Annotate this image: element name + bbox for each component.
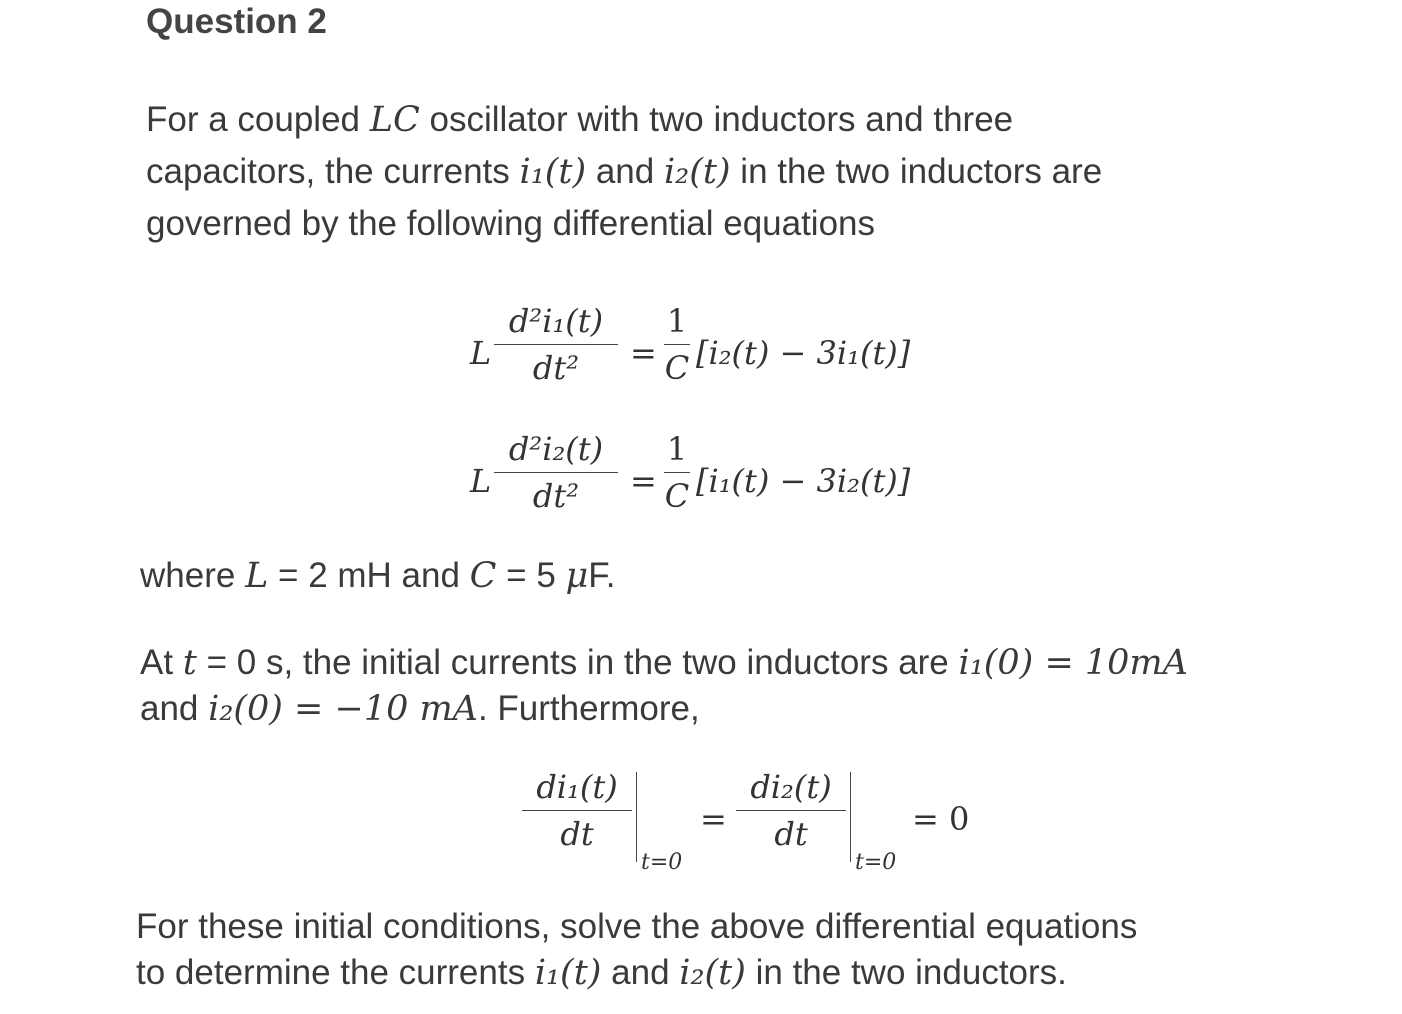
initial-line-1: At t = 0 s, the initial currents in the two inductors are i₁(0) = 10mA bbox=[140, 643, 1188, 683]
where-line: where L = 2 mH and C = 5 μF. bbox=[140, 556, 616, 596]
initial-line-2: and i₂(0) = −10 mA. Furthermore, bbox=[140, 689, 700, 729]
eq1-coefficient: L bbox=[470, 334, 492, 372]
question-heading: Question 2 bbox=[146, 2, 327, 41]
deriv1-fraction: di₁(t) dt bbox=[522, 768, 632, 853]
initial-conditions-paragraph bbox=[140, 640, 1188, 732]
deriv-equals: = bbox=[700, 800, 727, 838]
intro-line-2: capacitors, the currents i₁(t) and i₂(t) in the two inductors are bbox=[146, 152, 1103, 192]
intro-line-1: For a coupled LC oscillator with two inductors and three bbox=[146, 100, 1014, 140]
eq1-rhs-fraction: 1 C bbox=[664, 302, 690, 387]
eq2-rhs-fraction: 1 C bbox=[664, 430, 690, 515]
eval-subscript-2: t=0 bbox=[855, 850, 897, 875]
eq2-bracket: [i₁(t) − 3i₂(t)] bbox=[696, 462, 911, 500]
deriv-rhs: = 0 bbox=[912, 800, 970, 838]
eval-bar-1 bbox=[636, 772, 637, 862]
eq1-bracket: [i₂(t) − 3i₁(t)] bbox=[696, 334, 911, 372]
intro-paragraph bbox=[146, 94, 1102, 249]
closing-paragraph bbox=[136, 904, 1137, 996]
eq2-lhs-fraction: d²i₂(t) dt² bbox=[494, 430, 618, 515]
deriv2-fraction: di₂(t) dt bbox=[736, 768, 846, 853]
eq2-coefficient: L bbox=[470, 462, 492, 500]
closing-line-2: to determine the currents i₁(t) and i₂(t) in the two inductors. bbox=[136, 953, 1067, 993]
eq2-equals: = bbox=[630, 462, 657, 500]
eq1-lhs-fraction: d²i₁(t) dt² bbox=[494, 302, 618, 387]
closing-line-1: For these initial conditions, solve the above differential equations bbox=[136, 907, 1138, 946]
eq1-equals: = bbox=[630, 334, 657, 372]
eval-bar-2 bbox=[850, 772, 851, 862]
intro-line-3: governed by the following differential equations bbox=[146, 204, 876, 243]
eval-subscript-1: t=0 bbox=[641, 850, 683, 875]
